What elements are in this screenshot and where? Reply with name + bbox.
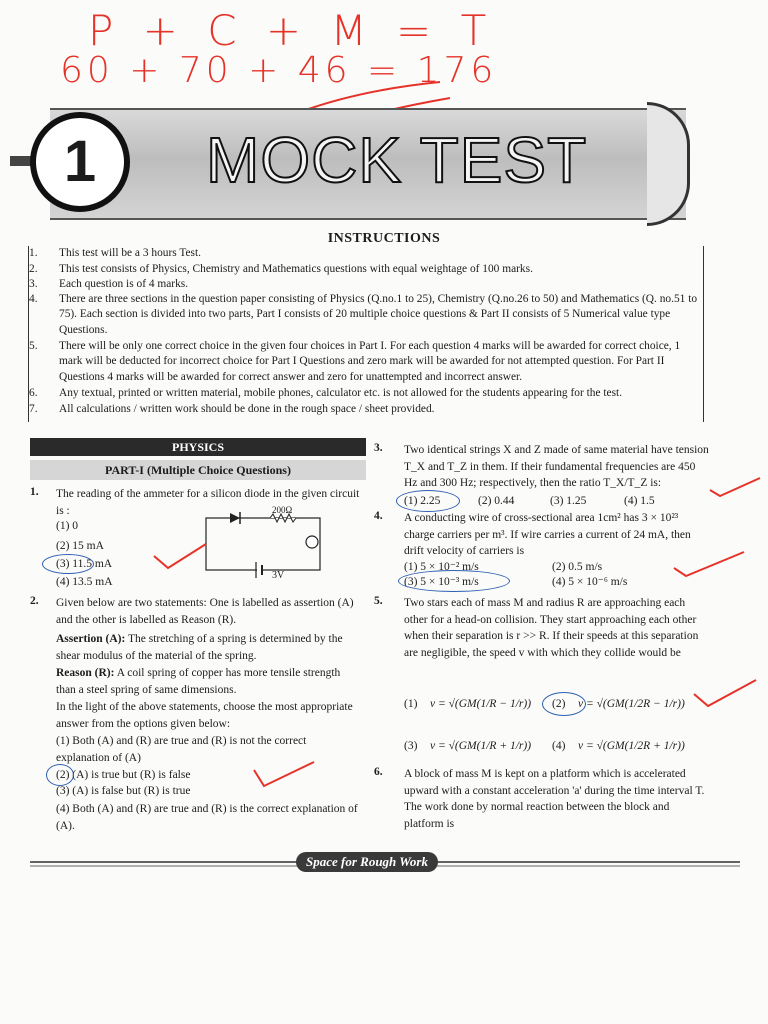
circuit-diagram bbox=[202, 508, 332, 588]
tick-mark bbox=[690, 676, 760, 716]
question-number: 1. bbox=[30, 486, 39, 498]
resistor-label: 200Ω bbox=[272, 505, 293, 515]
option: (2) 0.44 bbox=[478, 495, 515, 507]
answer-circle bbox=[398, 570, 510, 592]
option: (2) 0.5 m/s bbox=[552, 561, 603, 573]
assertion: Assertion (A): The stretching of a spring is determined by the shear modulus of the material of the spring. bbox=[56, 633, 343, 662]
option: (3) 5 × 10⁻³ m/s bbox=[404, 576, 479, 588]
answer-circle bbox=[396, 490, 460, 512]
answer-circle bbox=[46, 764, 74, 786]
formula: v = √(GM(1/2R − 1/r)) bbox=[578, 698, 685, 710]
part-header: PART-I (Multiple Choice Questions) bbox=[30, 460, 366, 480]
instruction-item: 1. This test will be a 3 hours Test. bbox=[29, 247, 201, 259]
reason: Reason (R): A coil spring of copper has more tensile strength than a steel spring of same dimensions. bbox=[56, 667, 341, 696]
instruction-item: 5. There will be only one correct choice in the given four choices in Part I. For each question 4 marks will be awarded for correct choice, 1 mark will be deducted for incorrect choice for Part I Questions and zero mark will be awarded for not attempted question. For Part II Questions 4 marks will be awarded for correct answer and zero for unattempted and incorrect answer. bbox=[29, 340, 681, 383]
question-2-prompt: In the light of the above statements, choose the most appropriate answer from the options given below: bbox=[56, 701, 353, 730]
question-3-text: Two identical strings X and Z made of same material have tension T_X and T_Z in them. If their fundamental frequencies are 450 Hz and 300 Hz; respectively, then the ratio T_X/T_Z is: bbox=[404, 444, 709, 490]
question-number: 6. bbox=[374, 766, 383, 778]
option: (4) 5 × 10⁻⁶ m/s bbox=[552, 576, 628, 588]
instruction-item: 6. Any textual, printed or written material, mobile phones, calculator etc. is not allowed for the students appearing for the test. bbox=[29, 387, 623, 399]
option: (2) (A) is true but (R) is false bbox=[56, 769, 191, 781]
option: (2) 15 mA bbox=[56, 540, 104, 552]
option: (3) 11.5 mA bbox=[56, 558, 113, 570]
question-number: 3. bbox=[374, 442, 383, 454]
option: (3) bbox=[404, 740, 418, 752]
question-5-text: Two stars each of mass M and radius R are approaching each other for a head-on collision. They start approaching each other when their separation is r >> R. If their speeds at this separation are negligible, the speed v with which they collide would be bbox=[404, 597, 699, 659]
answer-circle bbox=[42, 554, 94, 574]
question-number: 5. bbox=[374, 595, 383, 607]
tick-mark bbox=[250, 756, 320, 796]
option: (4) 13.5 mA bbox=[56, 576, 113, 588]
question-2-intro: Given below are two statements: One is labelled as assertion (A) and the other is labelled as Reason (R). bbox=[56, 597, 354, 626]
mock-test-banner bbox=[10, 102, 690, 224]
instructions-title: INSTRUCTIONS bbox=[327, 231, 441, 246]
option: (1) 2.25 bbox=[404, 495, 441, 507]
option: (2) bbox=[552, 698, 566, 710]
instruction-item: 4. There are three sections in the question paper consisting of Physics (Q.no.1 to 25), Chemistry (Q.no.26 to 50) and Mathematics (Q. no.51 to 75). Each section is divided into two parts, Part I consists of 20 multiple choice questions & Part II consists of 5 Numerical value type Questions. bbox=[29, 293, 698, 336]
option: (3) 1.25 bbox=[550, 495, 587, 507]
section-header-physics: PHYSICS bbox=[30, 438, 366, 456]
question-1-text: The reading of the ammeter for a silicon diode in the given circuit is : bbox=[56, 488, 360, 517]
question-6-text: A block of mass M is kept on a platform which is accelerated upward with a constant acceleration 'a' during the time interval T. The work done by normal reaction between the block and platform is bbox=[404, 768, 705, 830]
formula: v = √(GM(1/R + 1/r)) bbox=[430, 740, 532, 752]
tick-mark bbox=[150, 540, 210, 580]
option: (4) Both (A) and (R) are true and (R) is the correct explanation of (A). bbox=[56, 803, 358, 832]
question-number: 4. bbox=[374, 510, 383, 522]
instructions-box bbox=[28, 246, 704, 422]
handwritten-equation-letters: P + C + M = T bbox=[88, 6, 495, 55]
answer-circle bbox=[542, 692, 586, 716]
tick-mark bbox=[706, 474, 766, 504]
option: (1) bbox=[404, 698, 418, 710]
test-number-badge: 1 bbox=[30, 112, 130, 212]
option: (3) (A) is false but (R) is true bbox=[56, 785, 191, 797]
option: (1) 5 × 10⁻² m/s bbox=[404, 561, 479, 573]
question-4-text: A conducting wire of cross-sectional area 1cm² has 3 × 10²³ charge carriers per m³. If wire carries a current of 24 mA, then drift velocity of carriers is bbox=[404, 512, 691, 558]
option: (1) 0 bbox=[56, 520, 79, 532]
instruction-item: 3. Each question is of 4 marks. bbox=[29, 278, 189, 290]
question-number: 2. bbox=[30, 595, 39, 607]
option: (1) Both (A) and (R) are true and (R) is not the correct explanation of (A) bbox=[56, 735, 307, 764]
instruction-item: 2. This test consists of Physics, Chemistry and Mathematics questions with equal weightage of 100 marks. bbox=[29, 263, 533, 275]
option: (4) 1.5 bbox=[624, 495, 655, 507]
option: (4) bbox=[552, 740, 566, 752]
battery-label: 3V bbox=[272, 570, 285, 581]
formula: v = √(GM(1/R − 1/r)) bbox=[430, 698, 532, 710]
banner-title: MOCK TEST bbox=[206, 124, 588, 196]
handwritten-equation-numbers: 60 + 70 + 46 = 176 bbox=[60, 50, 498, 91]
tick-mark bbox=[670, 548, 750, 582]
rough-work-label: Space for Rough Work bbox=[296, 852, 438, 872]
instruction-item: 7. All calculations / written work should be done in the rough space / sheet provided. bbox=[29, 403, 435, 415]
formula: v = √(GM(1/2R + 1/r)) bbox=[578, 740, 685, 752]
